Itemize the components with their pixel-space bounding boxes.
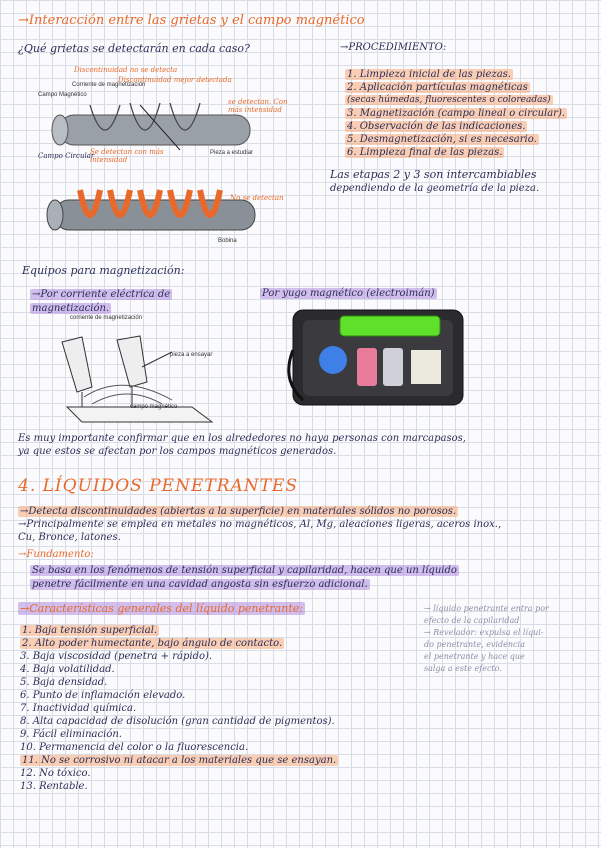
caract-item: 10. Permanencia del color o la fluorescencia. xyxy=(20,742,249,753)
question: ¿Qué grietas se detectarán en cada caso? xyxy=(18,42,250,55)
bulb-icon xyxy=(319,346,347,374)
caract-item: 7. Inactividad química. xyxy=(20,703,137,714)
procedure-step: 1. Limpieza inicial de las piezas. xyxy=(347,69,511,80)
caract-item: 11. No se corrosivo ni atacar a los materiales que se ensayan. xyxy=(22,755,337,766)
label-campo-magnetico: Campo Magnético xyxy=(38,92,87,98)
procedure-step: (secas húmedas, fluorescentes o coloreadas) xyxy=(347,95,551,105)
section4-bullets xyxy=(18,505,501,544)
procedure-note xyxy=(330,168,539,196)
coil-bar xyxy=(47,190,255,230)
caract-title xyxy=(18,602,305,615)
label-no-detectan: No se detectan xyxy=(230,194,284,202)
yoke-kit-image xyxy=(285,300,470,415)
caract-item: 3. Baja viscosidad (penetra + rápido). xyxy=(20,651,213,662)
equipment-right-label xyxy=(260,288,437,299)
yoke-device xyxy=(340,316,440,336)
side-note-line: salga a este efecto. xyxy=(424,664,502,673)
section-title: 4. LÍQUIDOS PENETRANTES xyxy=(18,476,299,496)
procedure-title: →PROCEDIMIENTO: xyxy=(340,42,447,53)
procedure-step: 6. Limpieza final de las piezas. xyxy=(347,147,503,158)
caract-title-text: →Características generales del líquido penetrante: xyxy=(20,602,303,615)
procedure-step: 4. Observación de las indicaciones. xyxy=(347,121,526,132)
page-title: →Interacción entre las grietas y el campo magnético xyxy=(18,13,365,28)
caract-item: 2. Alto poder humectante, bajo ángulo de contacto. xyxy=(22,638,283,649)
equipment-left-line: →Por corriente eléctrica de xyxy=(32,289,171,300)
label-circular: Campo Circular xyxy=(38,152,95,160)
fig-label-pieza: pieza a ensayar xyxy=(170,352,213,358)
equipment-right-text: Por yugo magnético (electroimán) xyxy=(262,288,435,299)
fundamento-line: Se basa en los fenómenos de tensión superficial y capilaridad, hacen que un líquido xyxy=(32,565,457,576)
caract-item: 6. Punto de inflamación elevado. xyxy=(20,690,186,701)
side-note-line: → Revelador: expulsa el líqui- xyxy=(424,628,544,637)
warning-line: ya que estos se afectan por los campos magnéticos generados. xyxy=(18,446,337,457)
label-se-detectan: Se detectan con más intensidad xyxy=(90,148,164,164)
label-bobina: Bobina xyxy=(218,238,237,244)
label-discont-top: Discontinuidad no se detecta xyxy=(74,66,178,74)
label-corriente: Corriente de magnetización xyxy=(72,82,146,88)
procedure-step: 3. Magnetización (campo lineal o circular). xyxy=(347,108,566,119)
procedure-note-line: Las etapas 2 y 3 son intercambiables xyxy=(330,168,537,181)
section4-bullet: →Detecta discontinuidades (abiertas a la superficie) en materiales sólidos no porosos. xyxy=(20,506,457,517)
equipment-title: Equipos para magnetización: xyxy=(22,264,185,277)
warning-line: Es muy importante confirmar que en los alrededores no haya personas con marcapasos, xyxy=(18,433,466,444)
warning-note xyxy=(18,432,466,458)
caract-item: 12. No tóxico. xyxy=(20,768,91,779)
caract-item: 9. Fácil eliminación. xyxy=(20,729,122,740)
fundamento-title: →Fundamento: xyxy=(18,549,94,560)
label-right-note: se detectan. Con más intensidad xyxy=(228,98,288,114)
fundamento-line: penetre fácilmente en una cavidad angosta sin esfuerzo adicional. xyxy=(32,579,368,590)
section4-bullet: →Principalmente se emplea en metales no magnéticos, Al, Mg, aleaciones ligeras, aceros inox., xyxy=(18,519,502,530)
side-note-line: → líquido penetrante entra por xyxy=(424,604,549,613)
caract-item: 5. Baja densidad. xyxy=(20,677,108,688)
fundamento-text xyxy=(30,564,459,592)
side-notes xyxy=(424,603,549,675)
caract-item: 8. Alta capacidad de disolución (gran cantidad de pigmentos). xyxy=(20,716,335,727)
fig-label-campo: campo magnético xyxy=(130,404,178,410)
procedure-note-line: dependiendo de la geometría de la pieza. xyxy=(330,183,540,194)
side-note-line: do penetrante, evidencia xyxy=(424,640,525,649)
procedure-step: 2. Aplicación partículas magnéticas xyxy=(347,82,528,93)
caract-item: 4. Baja volatilidad. xyxy=(20,664,115,675)
side-note-line: el penetrante y hace que xyxy=(424,652,525,661)
label-discont-right: Discontinuidad mejor detectada xyxy=(118,76,232,84)
caract-item: 13. Rentable. xyxy=(20,781,88,792)
longitudinal-bar xyxy=(52,103,250,150)
caract-list xyxy=(20,624,338,793)
procedure-list xyxy=(345,68,567,159)
procedure-step: 5. Desmagnetización, si es necesario. xyxy=(347,134,537,145)
fig-label-corriente: corriente de magnetización xyxy=(70,315,143,321)
section4-bullet: Cu, Bronce, latones. xyxy=(18,532,121,543)
side-note-line: efecto de la capilaridad xyxy=(424,616,520,625)
equipment-left-line: magnetización. xyxy=(32,303,110,314)
caract-item: 1. Baja tensión superficial. xyxy=(22,625,158,636)
label-pieza: Pieza a estudiar xyxy=(210,150,254,156)
